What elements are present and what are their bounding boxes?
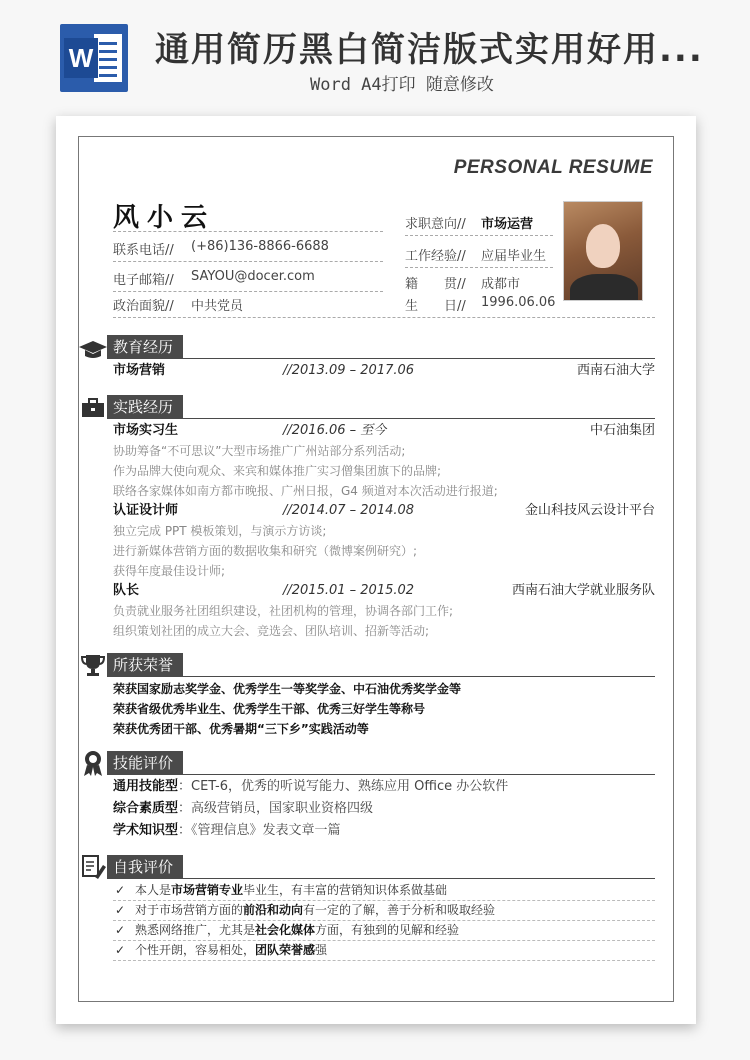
section-title: 所获荣誉	[107, 653, 183, 677]
check-icon: ✓	[115, 943, 126, 957]
info-politics: 政治面貌// 中共党员	[113, 299, 244, 314]
briefcase-icon	[79, 393, 107, 421]
practice-detail: 联络各家媒体如南方都市晚报、广州日报，G4 频道对本次活动进行报道;	[113, 484, 498, 498]
practice-detail: 进行新媒体营销方面的数据收集和研究（微博案例研究）;	[113, 544, 418, 558]
check-icon: ✓	[115, 883, 126, 897]
resume-paper	[56, 116, 696, 1024]
word-letter: W	[64, 38, 98, 78]
award-ribbon-icon	[79, 749, 107, 777]
word-icon	[60, 24, 128, 92]
document-pen-icon	[79, 853, 107, 881]
section-title: 实践经历	[107, 395, 183, 419]
info-birthday: 生 日// 1996.06.06	[405, 295, 556, 314]
skill-item: 学术知识型：《管理信息》发表文章一篇	[113, 823, 341, 838]
check-icon: ✓	[115, 923, 126, 937]
practice-item: 认证设计师 //2014.07 – 2014.08 金山科技风云设计平台	[113, 503, 655, 518]
info-phone: 联系电话// (+86)136-8866-6688	[113, 239, 329, 258]
practice-detail: 协助筹备“不可思议”大型市场推广广州站部分系列活动;	[113, 444, 406, 458]
practice-detail: 组织策划社团的成立大会、竞选会、团队培训、招新等活动;	[113, 624, 430, 638]
section-title: 自我评价	[107, 855, 183, 879]
self-eval-item: ✓ 对于市场营销方面的前沿和动向有一定的了解，善于分析和吸取经验	[113, 901, 655, 921]
practice-detail: 独立完成 PPT 模板策划，与演示方访谈;	[113, 524, 327, 538]
self-eval-item: ✓ 本人是市场营销专业毕业生，有丰富的营销知识体系做基础	[113, 881, 655, 901]
practice-detail: 负责就业服务社团组织建设，社团机构的管理，协调各部门工作;	[113, 604, 454, 618]
section-title: 技能评价	[107, 751, 183, 775]
practice-item: 队长 //2015.01 – 2015.02 西南石油大学就业服务队	[113, 583, 655, 598]
info-experience: 工作经验// 应届毕业生	[405, 249, 547, 264]
honor-item: 荣获省级优秀毕业生、优秀学生干部、优秀三好学生等称号	[113, 702, 426, 716]
page-subtitle: Word A4打印 随意修改	[310, 75, 494, 95]
section-title: 教育经历	[107, 335, 183, 359]
education-item: 市场营销 //2013.09 – 2017.06 西南石油大学	[113, 363, 655, 378]
candidate-name: 风小云	[113, 203, 216, 233]
profile-photo	[563, 201, 643, 301]
graduation-cap-icon	[79, 333, 107, 361]
resume-frame	[78, 136, 674, 1002]
self-eval-item: ✓ 个性开朗，容易相处，团队荣誉感强	[113, 941, 655, 961]
practice-detail: 作为品牌大使向观众、来宾和媒体推广实习僧集团旗下的品牌;	[113, 464, 442, 478]
practice-item: 市场实习生 //2016.06 – 至今 中石油集团	[113, 423, 655, 438]
info-hometown: 籍 贯// 成都市	[405, 277, 521, 292]
skill-item: 通用技能型：CET-6，优秀的听说写能力、熟练应用 Office 办公软件	[113, 779, 509, 794]
skill-item: 综合素质型：高级营销员，国家职业资格四级	[113, 801, 374, 816]
honor-item: 荣获国家励志奖学金、优秀学生一等奖学金、中石油优秀奖学金等	[113, 682, 462, 696]
trophy-icon	[79, 651, 107, 679]
page-header	[0, 0, 750, 110]
page-title: 通用简历黑白简洁版式实用好用...	[155, 30, 704, 70]
self-eval-item: ✓ 熟悉网络推广，尤其是社会化媒体方面，有独到的见解和经验	[113, 921, 655, 941]
practice-detail: 获得年度最佳设计师;	[113, 564, 226, 578]
check-icon: ✓	[115, 903, 126, 917]
honor-item: 荣获优秀团干部、优秀暑期“三下乡”实践活动等	[113, 722, 369, 736]
info-email: 电子邮箱// SAYOU@docer.com	[113, 269, 315, 288]
resume-banner: PERSONAL RESUME	[453, 157, 653, 178]
info-job-target: 求职意向// 市场运营	[405, 217, 534, 232]
